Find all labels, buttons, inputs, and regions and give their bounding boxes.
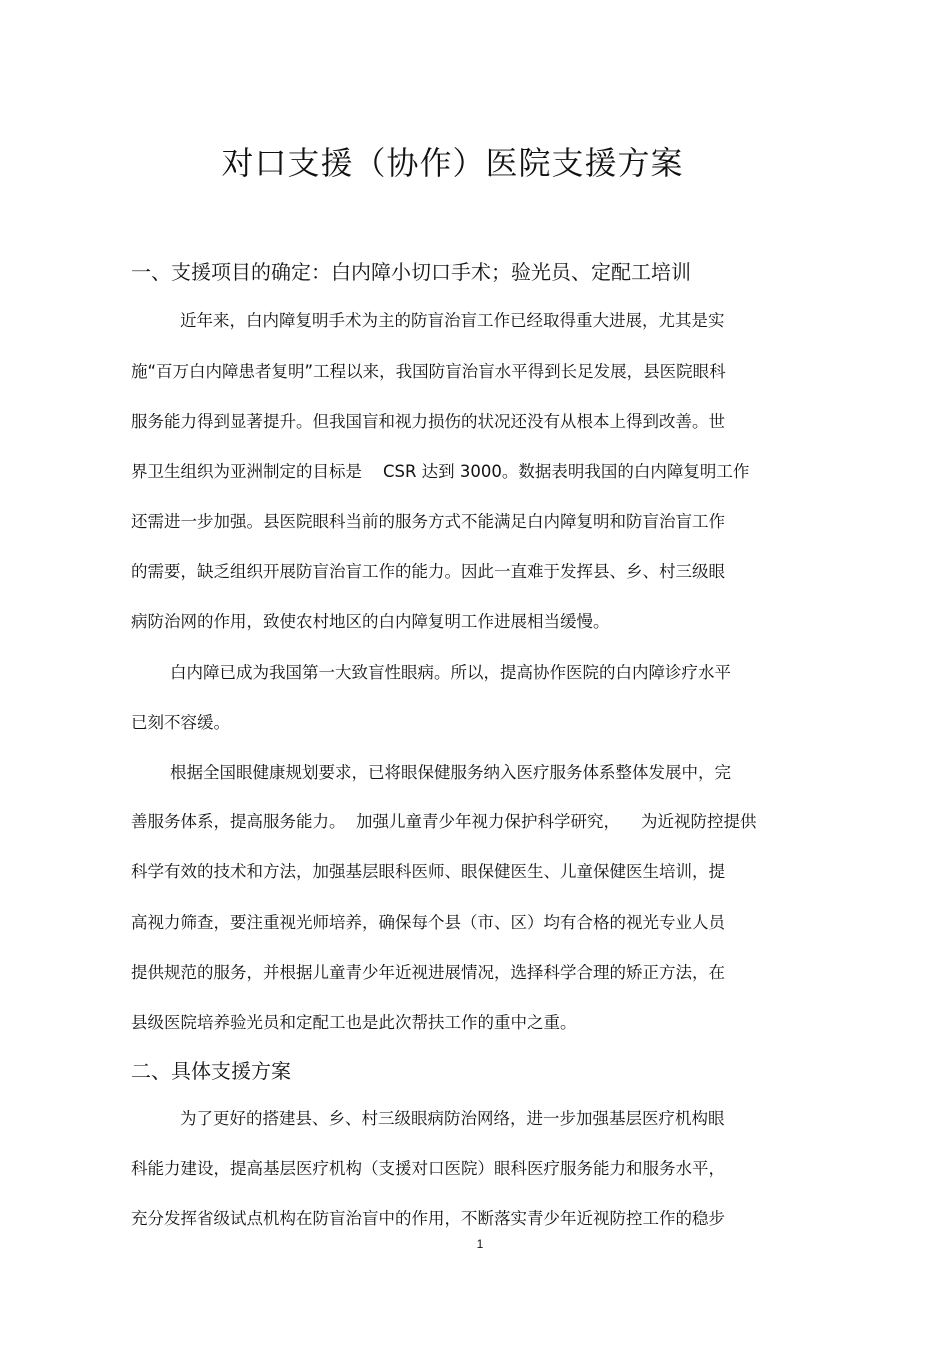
- paragraph-line: 根据全国眼健康规划要求，已将眼保健服务纳入医疗服务体系整体发展中，完: [170, 763, 731, 782]
- paragraph-line: 高视力筛查，要注重视光师培养，确保每个县（市、区）均有合格的视光专业人员: [131, 913, 725, 932]
- document-title: 对口支援（协作）医院支援方案: [221, 144, 684, 182]
- paragraph-line: 科学有效的技术和方法，加强基层眼科医师、眼保健医生、儿童保健医生培训，提: [131, 862, 725, 881]
- section-heading-1: 一、支援项目的确定：白内障小切口手术；验光员、定配工培训: [131, 260, 691, 284]
- paragraph-line: 白内障已成为我国第一大致盲性眼病。所以，提高协作医院的白内障诊疗水平: [170, 663, 731, 682]
- paragraph-line: 近年来，白内障复明手术为主的防盲治盲工作已经取得重大进展，尤其是实: [180, 311, 725, 330]
- paragraph-line: 提供规范的服务，并根据儿童青少年近视进展情况，选择科学合理的矫正方法，在: [131, 963, 725, 982]
- paragraph-line: 县级医院培养验光员和定配工也是此次帮扶工作的重中之重。: [131, 1013, 577, 1032]
- section-heading-2: 二、具体支援方案: [131, 1059, 291, 1083]
- page-number: 1: [476, 1237, 484, 1251]
- paragraph-line: 界卫生组织为亚洲制定的目标是 CSR 达到 3000。数据表明我国的白内障复明工作: [131, 462, 750, 481]
- paragraph-line: 已刻不容缓。: [131, 713, 230, 732]
- paragraph-line: 施“百万白内障患者复明”工程以来，我国防盲治盲水平得到长足发展，县医院眼科: [131, 362, 726, 381]
- paragraph-line: 病防治网的作用，致使农村地区的白内障复明工作进展相当缓慢。: [131, 612, 610, 631]
- paragraph-line: 科能力建设，提高基层医疗机构（支援对口医院）眼科医疗服务能力和服务水平，: [131, 1159, 725, 1178]
- paragraph-line: 充分发挥省级试点机构在防盲治盲中的作用，不断落实青少年近视防控工作的稳步: [131, 1209, 725, 1228]
- paragraph-line: 服务能力得到显著提升。但我国盲和视力损伤的状况还没有从根本上得到改善。世: [131, 412, 725, 431]
- paragraph-line: 为了更好的搭建县、乡、村三级眼病防治网络，进一步加强基层医疗机构眼: [180, 1109, 725, 1128]
- paragraph-line: 善服务体系，提高服务能力。 加强儿童青少年视力保护科学研究， 为近视防控提供: [131, 812, 757, 831]
- paragraph-line: 的需要，缺乏组织开展防盲治盲工作的能力。因此一直难于发挥县、乡、村三级眼: [131, 562, 725, 581]
- paragraph-line: 还需进一步加强。县医院眼科当前的服务方式不能满足白内障复明和防盲治盲工作: [131, 512, 725, 531]
